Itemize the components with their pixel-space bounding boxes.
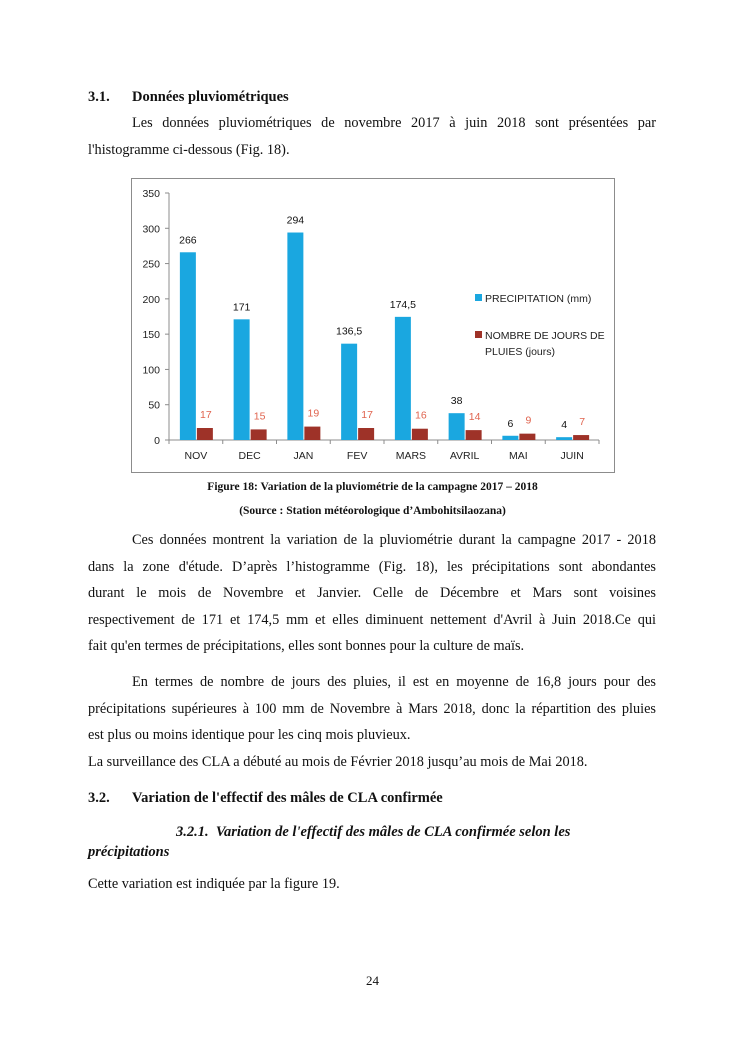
- legend-swatch-precipitation: [475, 294, 482, 301]
- intro-line-1: Les données pluviométriques de novembre 2017 à juin 2018 sont présentées par: [132, 115, 656, 131]
- section-3-2-1-heading: [88, 822, 656, 862]
- y-tick-label: 250: [142, 258, 160, 271]
- page-number: 24: [366, 973, 379, 988]
- precipitation-chart: [131, 178, 615, 473]
- para2-line: En termes de nombre de jours des pluies, il est en moyenne de 16,8 jours pour des: [132, 674, 656, 690]
- rain-days-value-label: 17: [361, 409, 373, 422]
- precipitation-bar: [395, 317, 411, 440]
- legend-label-precipitation: PRECIPITATION (mm): [485, 293, 592, 305]
- rain-days-bar: [573, 435, 589, 440]
- rain-days-bar: [304, 427, 320, 440]
- precipitation-bar: [449, 413, 465, 440]
- section-3-2-heading: [88, 790, 443, 807]
- precipitation-bar: [287, 233, 303, 440]
- rain-days-bar: [358, 428, 374, 440]
- precipitation-value-label: 294: [286, 214, 305, 227]
- y-tick-label: 300: [142, 223, 160, 236]
- analysis-paragraph-2: [88, 669, 656, 775]
- x-category-label: MAI: [509, 450, 528, 462]
- chart-svg: [132, 179, 614, 472]
- analysis-paragraph-3: Cette variation est indiquée par la figure 19.: [88, 876, 340, 892]
- subsection-number: 3.2.1.: [176, 824, 209, 840]
- para1-line: fait qu'en termes de précipitations, elles sont bonnes pour la culture de maïs.: [88, 638, 525, 654]
- para2-line: est plus ou moins identique pour les cinq mois pluvieux.: [88, 727, 411, 743]
- precipitation-value-label: 174,5: [389, 298, 417, 311]
- section-number: 3.2.: [88, 790, 110, 806]
- subsection-title-part2: précipitations: [88, 844, 170, 860]
- rain-days-value-label: 15: [253, 410, 266, 423]
- precipitation-value-label: 6: [507, 417, 514, 430]
- rain-days-bar: [466, 430, 482, 440]
- rain-days-bar: [519, 434, 535, 440]
- x-category-label: AVRIL: [449, 450, 480, 462]
- analysis-paragraph-1: [88, 527, 656, 660]
- precipitation-value-label: 171: [232, 301, 251, 314]
- x-category-label: FEV: [346, 450, 368, 462]
- precipitation-value-label: 266: [179, 234, 197, 247]
- precipitation-value-label: 4: [561, 419, 568, 432]
- rain-days-bar: [412, 429, 428, 440]
- y-tick-label: 0: [154, 435, 160, 447]
- rain-days-value-label: 17: [200, 409, 212, 422]
- rain-days-bar: [197, 428, 213, 440]
- section-title: Variation de l'effectif des mâles de CLA confirmée: [132, 790, 443, 806]
- para1-line: dans la zone d'étude. D’après l’histogramme (Fig. 18), les précipitations sont abondantes: [88, 558, 656, 575]
- precipitation-value-label: 136,5: [335, 325, 363, 338]
- y-tick-label: 100: [142, 364, 160, 377]
- para1-line: respectivement de 171 et 174,5 mm et elles diminuent nettement d'Avril à Juin 2018.Ce qui: [88, 611, 656, 628]
- intro-line-2: l'histogramme ci-dessous (Fig. 18).: [88, 141, 290, 158]
- x-category-label: DEC: [238, 450, 261, 462]
- x-category-label: JUIN: [560, 450, 584, 462]
- intro-paragraph: [88, 110, 656, 163]
- precipitation-bar: [180, 252, 196, 440]
- figure-source: (Source : Station météorologique d’Ambohitsilaozana): [239, 505, 506, 517]
- precipitation-bar: [234, 319, 250, 440]
- x-category-label: JAN: [293, 450, 314, 462]
- y-tick-label: 350: [142, 188, 160, 200]
- x-category-label: NOV: [184, 450, 208, 462]
- x-category-label: MARS: [395, 450, 427, 462]
- precipitation-bar: [341, 344, 357, 440]
- rain-days-value-label: 19: [307, 407, 320, 420]
- section-title: Données pluviométriques: [132, 89, 289, 105]
- para2-line: La surveillance des CLA a débuté au mois de Février 2018 jusqu’au mois de Mai 2018.: [88, 753, 588, 770]
- rain-days-value-label: 7: [579, 416, 586, 429]
- legend-swatch-rain-days: [475, 331, 482, 338]
- legend-label-rain-days: NOMBRE DE JOURS DE: [485, 330, 605, 342]
- precipitation-bar: [502, 436, 518, 440]
- para1-line: Ces données montrent la variation de la pluviométrie durant la campagne 2017 - 2018: [132, 532, 656, 548]
- rain-days-value-label: 16: [415, 409, 427, 422]
- y-tick-label: 200: [142, 293, 160, 306]
- figure-caption: Figure 18: Variation de la pluviométrie de la campagne 2017 – 2018: [207, 481, 538, 493]
- rain-days-value-label: 9: [525, 414, 532, 427]
- y-tick-label: 150: [142, 329, 160, 342]
- para2-line: précipitations supérieures à 100 mm de Novembre à Mars 2018, donc la répartition des pluies: [88, 700, 656, 717]
- section-number: 3.1.: [88, 89, 110, 105]
- y-tick-label: 50: [148, 399, 160, 412]
- rain-days-value-label: 14: [468, 411, 481, 424]
- section-3-1-heading: [88, 89, 289, 106]
- precipitation-value-label: 38: [450, 395, 463, 408]
- rain-days-bar: [251, 429, 267, 440]
- subsection-title-part1: Variation de l'effectif des mâles de CLA confirmée selon les: [215, 824, 571, 840]
- para1-line: durant le mois de Novembre et Janvier. Celle de Décembre et Mars sont voisines: [88, 585, 656, 601]
- precipitation-bar: [556, 437, 572, 440]
- legend-label-rain-days-2: PLUIES (jours): [485, 346, 556, 358]
